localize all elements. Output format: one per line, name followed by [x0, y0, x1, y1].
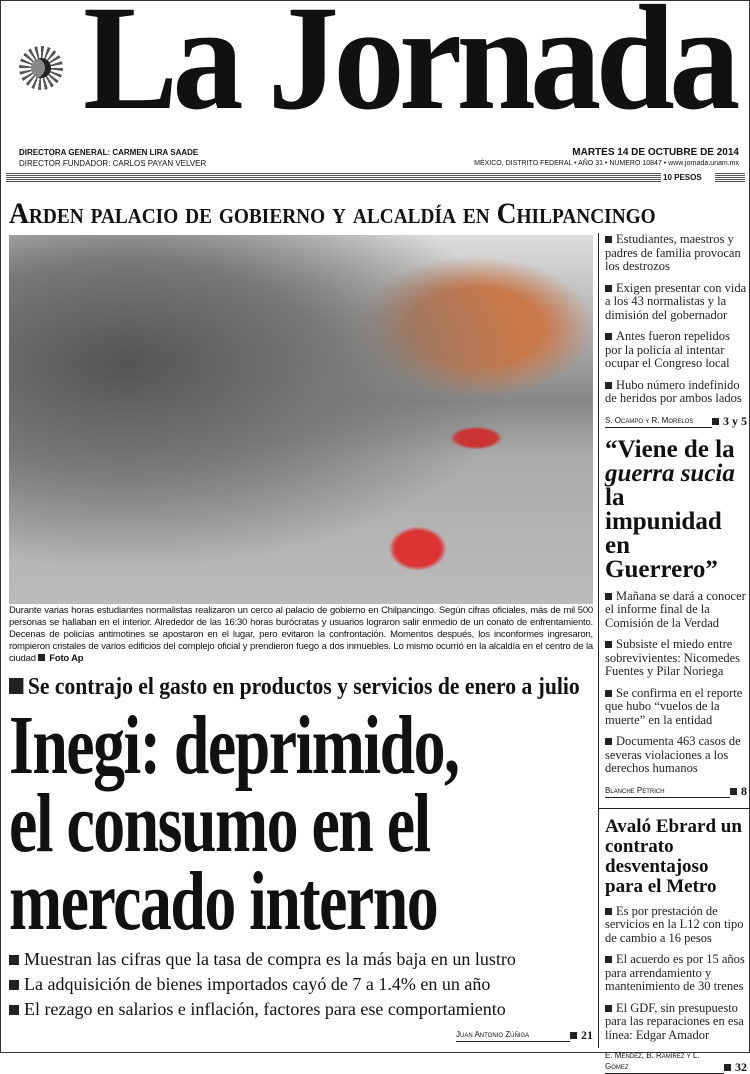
economy-headline-line: mercado interno — [9, 863, 453, 941]
economy-headline-line: Inegi: deprimido, — [9, 707, 453, 785]
economy-headline-line: el consumo en el — [9, 785, 453, 863]
director: DIRECTORA GENERAL: CARMEN LIRA SAADE — [19, 147, 206, 158]
bullet-square-icon — [9, 955, 19, 965]
guerra-headline: “Viene de la guerra sucia la impunidad en Guerrero” — [605, 438, 747, 582]
subhead-text: Se contrajo el gasto en productos y servicios de enero a julio — [28, 674, 580, 700]
byline: E. Méndez, B. Ramírez y L. Gómez — [605, 1050, 724, 1074]
economy-byline — [456, 1028, 593, 1042]
bullet-square-icon — [730, 788, 737, 795]
economy-bullet: La adquisición de bienes importados cayó de 7 a 1.4% en un año — [9, 972, 593, 997]
guerra-bullet: Subsiste el miedo entre sobrevivientes: Nicomedes Fuentes y Pilar Noriega — [605, 638, 747, 679]
byline: Blanche Petrich — [605, 785, 730, 798]
bullet-square-icon — [9, 980, 19, 990]
guerra-byline — [605, 784, 747, 798]
metro-bullet: El acuerdo es por 15 años para arrendamiento y mantenimiento de 30 trenes — [605, 953, 747, 994]
byline: S. Ocampo y R. Morelos — [605, 415, 712, 428]
metro-bullet: Es por prestación de servicios en la L12 con tipo de cambio a 16 pesos — [605, 905, 747, 946]
sun-logo-icon — [19, 46, 63, 90]
guerra-bullet: Mañana se dará a conocer el informe final de la Comisión de la Verdad — [605, 590, 747, 631]
lead-bullet: Estudiantes, maestros y padres de familia provocan los destrozos — [605, 233, 747, 274]
guerra-bullet: Documenta 463 casos de severas violaciones a los derechos humanos — [605, 735, 747, 776]
rule-divider — [6, 173, 661, 182]
lead-bullet: Exigen presentar con vida a los 43 normalistas y la dimisión del gobernador — [605, 282, 747, 323]
page-ref: 32 — [735, 1060, 747, 1074]
guerra-bullet: Se confirma en el reporte que hubo “vuelos de la muerte” en la entidad — [605, 687, 747, 728]
bullet-square-icon — [605, 593, 612, 600]
economy-bullet: El rezago en salarios e inflación, factores para ese comportamiento — [9, 997, 593, 1022]
issue-date: MARTES 14 DE OCTUBRE DE 2014 — [474, 147, 739, 158]
economy-bullet: Muestran las cifras que la tasa de compra es la más baja en un lustro — [9, 947, 593, 972]
bullet-square-icon — [605, 285, 612, 292]
bullet-square-icon — [605, 1005, 612, 1012]
bullet-square-icon — [605, 236, 612, 243]
price: 10 PESOS — [663, 173, 702, 182]
staff-info — [19, 147, 206, 169]
bullet-square-icon — [605, 690, 612, 697]
lead-byline — [605, 414, 747, 428]
lower-left-column — [9, 605, 593, 1042]
page-ref: 21 — [581, 1028, 593, 1042]
page-ref: 3 y 5 — [723, 414, 747, 428]
bullet-square-icon — [9, 678, 23, 694]
lead-headline: Arden palacio de gobierno y alcaldía en Chilpancingo — [9, 197, 656, 231]
founder: DIRECTOR FUNDADOR: CARLOS PAYAN VELVER — [19, 158, 206, 169]
rule-divider — [715, 173, 745, 182]
metro-bullet: El GDF, sin presupuesto para las reparaciones en esa línea: Edgar Amador — [605, 1002, 747, 1043]
guerra-story — [605, 438, 747, 798]
bullet-square-icon — [570, 1032, 577, 1039]
column-divider — [598, 233, 599, 1048]
caption-text: Durante varias horas estudiantes normalistas realizaron un cerco al palacio de gobierno en Chilpancingo. Según cifras oficiales, más de mil 500 personas se hallaban en el interior. Alrededor de las 16:30 horas burócratas y usuarios lograron salir enmedio de un conato de enfrentamiento. Decenas de policías antimotines se apostaron en el lugar, pero evitaron la confrontación. Momentos después, los inconformes ingresaron, rompieron cristales de varios edificios del complejo oficial y prendieron fuego a dos inmuebles. Lo mismo ocurrió en la alcaldía en el centro de la ciudad — [9, 605, 593, 664]
bullet-square-icon — [712, 418, 719, 425]
bullet-square-icon — [605, 333, 612, 340]
lead-bullet: Antes fueron repelidos por la policía al intentar ocupar el Congreso local — [605, 330, 747, 371]
edition-info: MÉXICO, DISTRITO FEDERAL • AÑO 31 • NÚMERO 10847 • www.jornada.unam.mx — [474, 158, 739, 169]
lead-sidebar — [605, 233, 747, 428]
economy-headline — [9, 707, 593, 941]
right-column — [605, 233, 747, 1074]
bullet-square-icon — [605, 956, 612, 963]
bullet-square-icon — [605, 738, 612, 745]
metro-byline — [605, 1050, 747, 1074]
photo-credit: Foto Ap — [49, 653, 83, 664]
bullet-square-icon — [605, 641, 612, 648]
section-divider — [599, 808, 750, 809]
page-ref: 8 — [741, 784, 747, 798]
economy-subhead — [9, 673, 535, 701]
lead-photo — [9, 235, 593, 604]
lead-bullet: Hubo número indefinido de heridos por ambos lados — [605, 379, 747, 406]
bullet-square-icon — [38, 654, 45, 661]
economy-bullets — [9, 947, 593, 1022]
byline: Juan Antonio Zúñiga — [456, 1029, 570, 1042]
bullet-square-icon — [724, 1064, 731, 1071]
photo-caption — [9, 605, 593, 665]
metro-headline: Avaló Ebrard un contrato desventajoso para el Metro — [605, 817, 747, 897]
masthead-logo: La Jornada — [83, 0, 735, 133]
bullet-square-icon — [605, 908, 612, 915]
issue-info — [474, 147, 739, 169]
metro-story — [605, 817, 747, 1074]
bullet-square-icon — [605, 382, 612, 389]
bullet-square-icon — [9, 1005, 19, 1015]
